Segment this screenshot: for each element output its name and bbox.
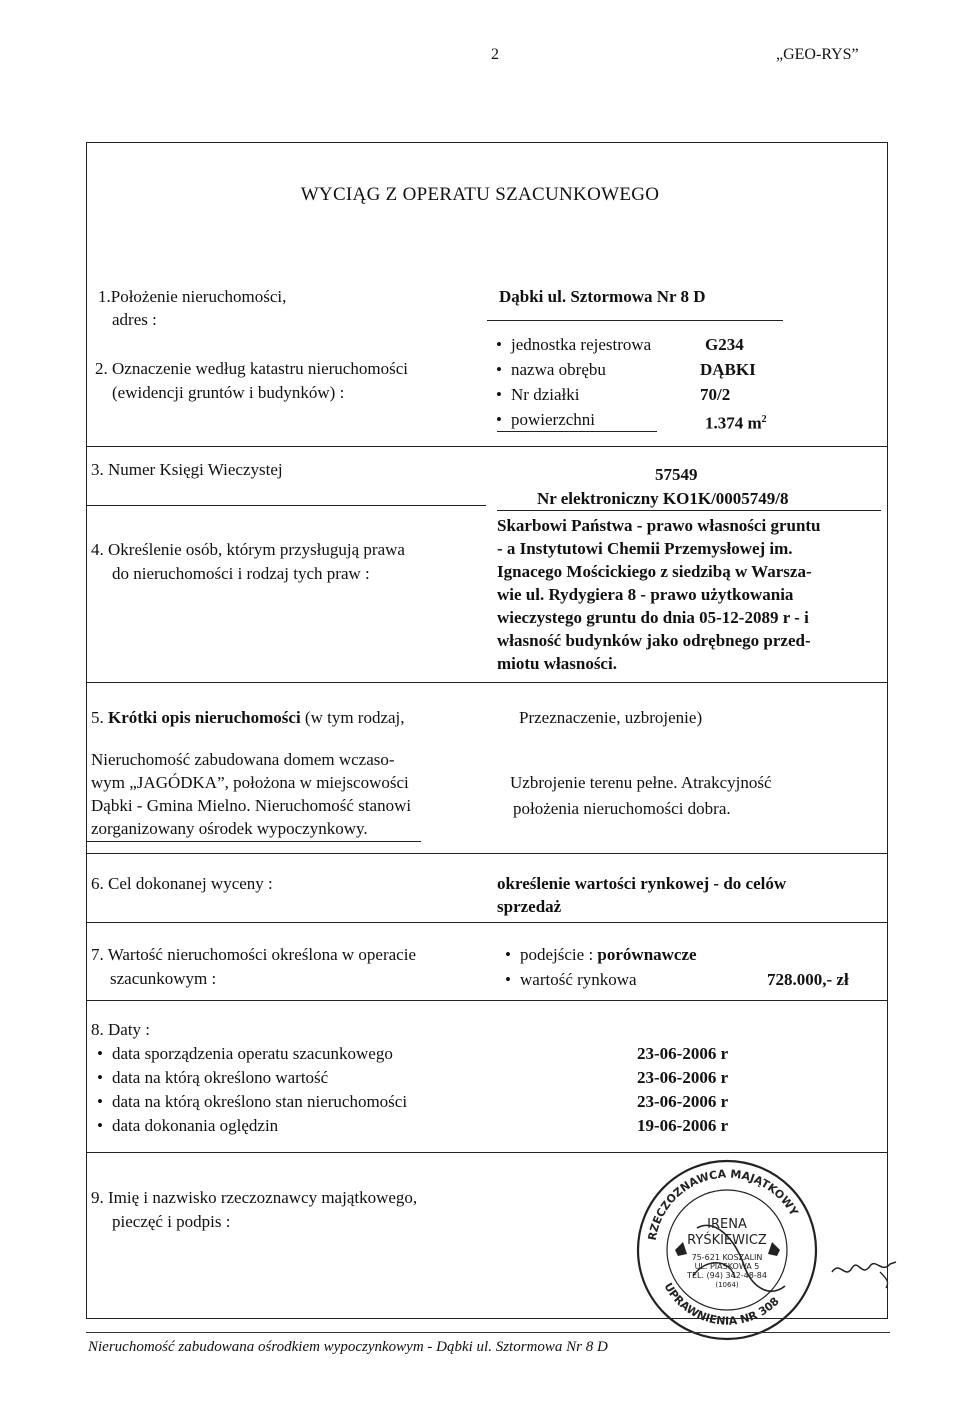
divider-line	[86, 446, 888, 447]
land-register-number: 57549	[655, 465, 698, 484]
rights-line: Ignacego Mościckiego z siedzibą w Warsza-	[497, 562, 812, 581]
svg-text:RZECZOZNAWCA MAJĄTKOWY: RZECZOZNAWCA MAJĄTKOWY	[645, 1167, 801, 1242]
sec1-divider	[487, 320, 783, 321]
divider-line	[86, 922, 888, 923]
sec2-label-line1: 2. Oznaczenie według katastru nieruchomości	[95, 359, 408, 378]
date-value: 19-06-2006 r	[637, 1116, 729, 1135]
cadastre-item-name: nazwa obrębu	[511, 360, 606, 379]
utilities-line: położenia nieruchomości dobra.	[513, 799, 731, 818]
sec8-label: 8. Daty :	[91, 1020, 151, 1039]
sec1-label-line2: adres :	[112, 310, 157, 329]
sec2-underline	[497, 431, 657, 432]
bullet-icon: •	[505, 970, 511, 989]
divider-line	[497, 510, 881, 511]
bullet-icon: •	[97, 1116, 103, 1135]
cadastre-item-name: Nr działki	[511, 385, 580, 404]
valuation-purpose-line2: sprzedaż	[497, 897, 562, 916]
cadastre-item-name: jednostka rejestrowa	[511, 335, 652, 354]
footer-rule	[86, 1332, 890, 1333]
extract-frame	[86, 142, 888, 1319]
bullet-icon: •	[97, 1092, 103, 1111]
bullet-icon: •	[496, 410, 502, 429]
company-name: „GEO-RYS”	[776, 46, 859, 63]
date-label: data na którą określono stan nieruchomości	[112, 1092, 408, 1111]
stamp-address-line: TEL. (94) 342-48-84	[687, 1271, 767, 1280]
bullet-icon: •	[97, 1068, 103, 1087]
utilities-line: Uzbrojenie terenu pełne. Atrakcyjność	[510, 773, 772, 792]
bullet-icon: •	[496, 360, 502, 379]
bullet-icon: •	[496, 385, 502, 404]
market-value-item	[505, 968, 637, 991]
sec6-label: 6. Cel dokonanej wyceny :	[91, 874, 273, 893]
approach-label: podejście :	[520, 945, 594, 964]
date-value: 23-06-2006 r	[637, 1068, 729, 1087]
description-line: zorganizowany ośrodek wypoczynkowy.	[91, 819, 368, 838]
rights-line: własność budynków jako odrębnego przed-	[497, 631, 811, 650]
stamp-name-line2: RYŚKIEWICZ	[687, 1233, 767, 1248]
date-value: 23-06-2006 r	[637, 1092, 729, 1111]
sec9-label-line2: pieczęć i podpis :	[112, 1212, 231, 1231]
sec5-right-header: Przeznaczenie, uzbrojenie)	[519, 708, 703, 727]
cadastre-item	[496, 333, 652, 356]
footer-note: Nieruchomość zabudowana ośrodkiem wypoczynkowym - Dąbki ul. Sztormowa Nr 8 D	[88, 1339, 608, 1355]
market-value-amount: 728.000,- zł	[767, 970, 849, 989]
approach-value: porównawcze	[597, 945, 697, 964]
stamp-address-line: 75-621 KOSZALIN	[691, 1253, 763, 1262]
description-underline	[86, 841, 421, 842]
valuation-purpose-line1: określenie wartości rynkowej - do celów	[497, 874, 787, 893]
date-label: data dokonania oględzin	[112, 1116, 279, 1135]
sec2-label-line2: (ewidencji gruntów i budynków) :	[112, 383, 345, 402]
sec4-label-line2: do nieruchomości i rodzaj tych praw :	[112, 564, 370, 583]
area-number: 1.374 m	[705, 413, 762, 433]
document-title: WYCIĄG Z OPERATU SZACUNKOWEGO	[300, 184, 660, 205]
page-number: 2	[491, 46, 499, 63]
date-label: data sporządzenia operatu szacunkowego	[112, 1044, 393, 1063]
description-line: wym „JAGÓDKA”, położona w miejscowości	[91, 773, 409, 792]
rights-line: Skarbowi Państwa - prawo własności gruntu	[497, 516, 821, 535]
description-line: Nieruchomość zabudowana domem wczaso-	[91, 750, 395, 769]
date-label: data na którą określono wartość	[112, 1068, 329, 1087]
sec9-label-line1: 9. Imię i nazwisko rzeczoznawcy majątkowego,	[91, 1188, 418, 1207]
rights-line: wieczystego gruntu do dnia 05-12-2089 r - i	[497, 608, 809, 627]
bullet-icon: •	[496, 335, 502, 354]
rights-line: wie ul. Rydygiera 8 - prawo użytkowania	[497, 585, 794, 604]
bullet-icon: •	[505, 945, 511, 964]
appraiser-stamp	[635, 1158, 820, 1343]
divider-line	[86, 1152, 888, 1153]
sec1-label-line1: 1.Położenie nieruchomości,	[98, 287, 287, 306]
stamp-name-line1: IRENA	[707, 1217, 747, 1232]
divider-line	[86, 682, 888, 683]
stamp-address-line: (1064)	[715, 1281, 739, 1289]
svg-text:UPRAWNIENIA NR 308: UPRAWNIENIA NR 308	[661, 1280, 782, 1328]
cadastre-item-value: 70/2	[700, 385, 731, 404]
cadastre-item	[496, 383, 580, 406]
date-item	[97, 1114, 279, 1137]
date-item	[97, 1066, 329, 1089]
cadastre-item	[496, 358, 606, 381]
divider-line	[86, 505, 486, 506]
bullet-icon: •	[97, 1044, 103, 1063]
sec5-label-rest: (w tym rodzaj,	[304, 708, 405, 727]
market-value-label: wartość rynkowa	[520, 970, 637, 989]
signature-flourish	[830, 1250, 900, 1290]
date-value: 23-06-2006 r	[637, 1044, 729, 1063]
date-item	[97, 1090, 408, 1113]
sec3-label: 3. Numer Księgi Wieczystej	[91, 460, 283, 479]
area-exponent: 2	[761, 414, 767, 425]
sec5-label	[91, 706, 405, 729]
sec5-label-bold: Krótki opis nieruchomości	[108, 708, 301, 727]
sec1-address: Dąbki ul. Sztormowa Nr 8 D	[499, 287, 706, 306]
cadastre-item-name: powierzchni	[511, 410, 596, 429]
sec4-label-line1: 4. Określenie osób, którym przysługują prawa	[91, 540, 405, 559]
cadastre-item-value: DĄBKI	[700, 360, 756, 379]
sec7-label-line1: 7. Wartość nieruchomości określona w operacie	[91, 945, 416, 964]
description-line: Dąbki - Gmina Mielno. Nieruchomość stanowi	[91, 796, 412, 815]
sec5-number: 5.	[91, 708, 104, 727]
land-register-electronic: Nr elektroniczny KO1K/0005749/8	[537, 489, 789, 508]
stamp-address-line: UL. PIASKOWA 5	[694, 1262, 760, 1271]
divider-line	[86, 1000, 888, 1001]
cadastre-item-value: G234	[705, 335, 744, 354]
cadastre-item	[496, 408, 596, 431]
date-item	[97, 1042, 393, 1065]
approach-item	[505, 943, 697, 966]
sec7-label-line2: szacunkowym :	[110, 969, 217, 988]
rights-line: - a Instytutowi Chemii Przemysłowej im.	[497, 539, 793, 558]
rights-line: miotu własności.	[497, 654, 617, 673]
cadastre-area-value	[705, 408, 767, 435]
divider-line	[86, 853, 888, 854]
